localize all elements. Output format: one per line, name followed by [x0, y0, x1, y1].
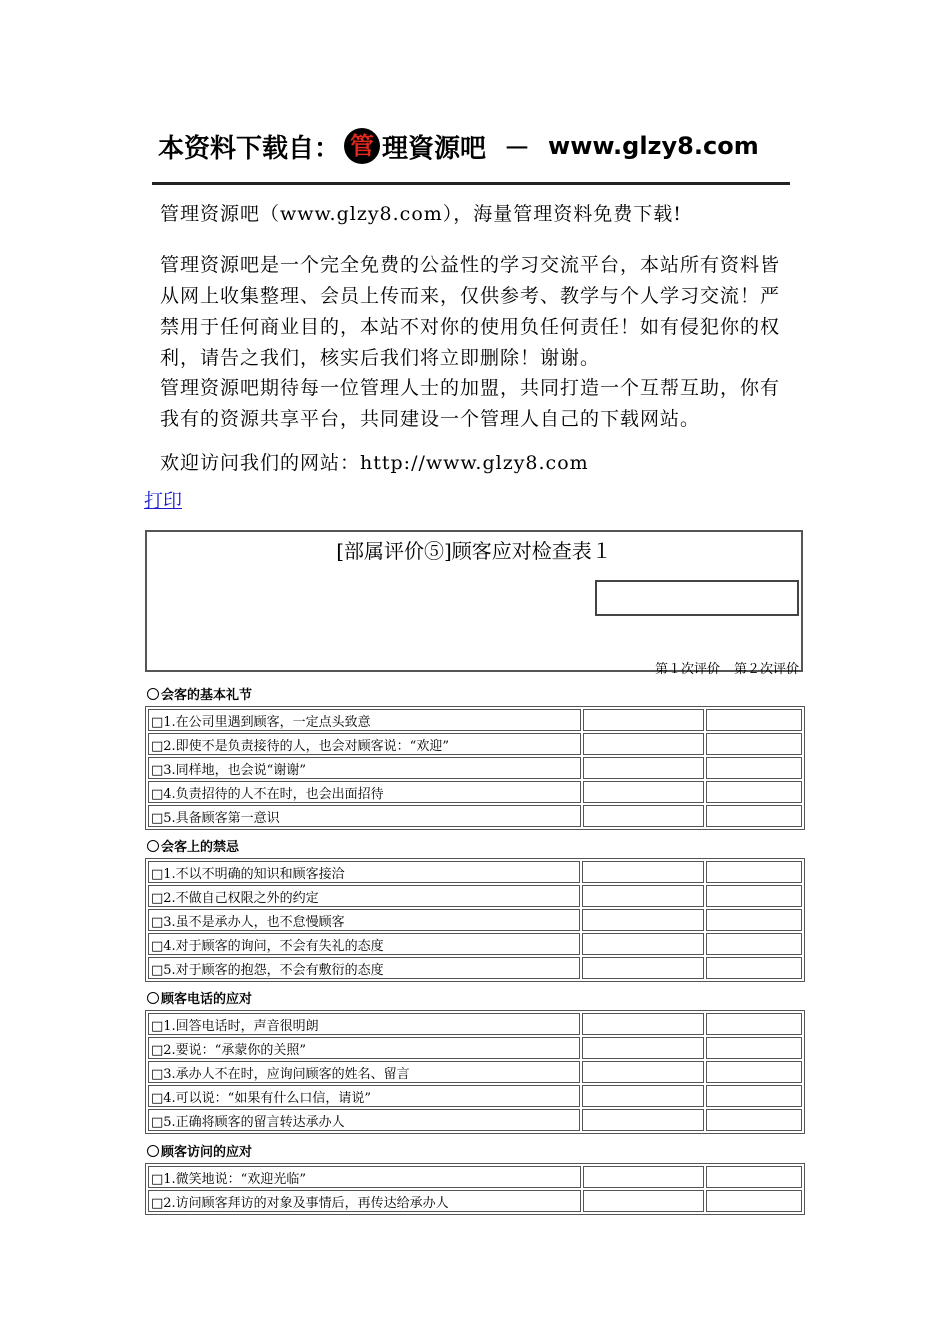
section-title-text: 顾客电话的应对 — [161, 992, 253, 1007]
table-row — [148, 1166, 802, 1188]
section-title-text: 会客的基本礼节 — [161, 688, 253, 703]
download-banner — [158, 126, 798, 166]
first-evaluation-cell[interactable] — [583, 1166, 704, 1188]
checklist-item: □2.即使不是负责接待的人，也会对顾客说：“欢迎” — [148, 733, 581, 755]
second-evaluation-cell[interactable] — [706, 1085, 802, 1107]
table-row — [148, 885, 802, 907]
banner-prefix: 本资料下载自： — [158, 133, 341, 164]
form-header — [145, 530, 803, 677]
first-evaluation-cell[interactable] — [582, 1109, 704, 1131]
name-field-box[interactable] — [595, 580, 799, 616]
second-evaluation-cell[interactable] — [706, 1013, 802, 1035]
checklist-item: □2.访问顾客拜访的对象及事情后，再传达给承办人 — [148, 1190, 581, 1212]
section-title — [147, 684, 252, 703]
table-row — [148, 861, 802, 883]
circle-bullet-icon — [147, 688, 159, 700]
first-evaluation-cell[interactable] — [582, 885, 704, 907]
checklist-item: □4.可以说：“如果有什么口信，请说” — [148, 1085, 580, 1107]
checklist-item: □5.具备顾客第一意识 — [148, 805, 581, 827]
checklist-item: □2.要说：“承蒙你的关照” — [148, 1037, 580, 1059]
second-evaluation-cell[interactable] — [706, 709, 802, 731]
circle-bullet-icon — [147, 840, 159, 852]
checklist-table — [145, 858, 805, 982]
checklist-item: □4.负责招待的人不在时，也会出面招待 — [148, 781, 581, 803]
circle-bullet-icon — [147, 1145, 159, 1157]
checklist-item: □5.正确将顾客的留言转达承办人 — [148, 1109, 580, 1131]
table-row — [148, 1190, 802, 1212]
form-title: [部属评价⑤]顾客应对检查表１ — [336, 539, 612, 563]
first-evaluation-cell[interactable] — [582, 1037, 704, 1059]
second-evaluation-cell[interactable] — [706, 805, 802, 827]
second-evaluation-cell[interactable] — [706, 933, 802, 955]
table-row — [148, 1109, 802, 1131]
checklist-table — [145, 1163, 805, 1215]
banner-dash: － — [504, 133, 531, 164]
table-row — [148, 1061, 802, 1083]
section-title — [147, 1141, 252, 1160]
checklist-item: □3.承办人不在时，应询问顾客的姓名、留言 — [148, 1061, 580, 1083]
intro-paragraph-2: 管理资源吧是一个完全免费的公益性的学习交流平台，本站所有资料皆从网上收集整理、会员上传而来，仅供参考、教学与个人学习交流！严禁用于任何商业目的，本站不对你的使用负任何责任！如有侵犯你的权利，请告之我们，核实后我们将立即删除！谢谢。 — [160, 254, 781, 369]
section-title — [147, 988, 252, 1007]
table-row — [148, 957, 802, 979]
second-evaluation-cell[interactable] — [706, 781, 802, 803]
table-row — [148, 1037, 802, 1059]
table-row — [148, 909, 802, 931]
first-evaluation-cell[interactable] — [582, 909, 704, 931]
first-evaluation-cell[interactable] — [582, 957, 704, 979]
table-row — [148, 805, 802, 827]
second-evaluation-cell[interactable] — [706, 1037, 802, 1059]
print-link[interactable]: 打印 — [144, 490, 183, 512]
brand-logo-icon: 管 — [344, 128, 380, 164]
second-evaluation-cell[interactable] — [706, 885, 802, 907]
first-evaluation-cell[interactable] — [583, 709, 704, 731]
section-title-text: 会客上的禁忌 — [161, 840, 240, 855]
section-title — [147, 836, 239, 855]
second-evaluation-cell[interactable] — [706, 909, 802, 931]
second-evaluation-cell[interactable] — [706, 957, 802, 979]
table-row — [148, 1013, 802, 1035]
second-evaluation-cell[interactable] — [706, 733, 802, 755]
intro-paragraph-1: 管理资源吧（www.glzy8.com），海量管理资料免费下载! — [160, 203, 682, 225]
table-row — [148, 933, 802, 955]
first-evaluation-cell[interactable] — [583, 757, 704, 779]
checklist-item: □5.对于顾客的抱怨，不会有敷衍的态度 — [148, 957, 580, 979]
checklist-item: □1.在公司里遇到顾客，一定点头致意 — [148, 709, 581, 731]
first-evaluation-cell[interactable] — [583, 781, 704, 803]
first-evaluation-cell[interactable] — [583, 733, 704, 755]
checklist-item: □1.回答电话时，声音很明朗 — [148, 1013, 580, 1035]
first-evaluation-cell[interactable] — [582, 1085, 704, 1107]
section-title-text: 顾客访问的应对 — [161, 1145, 253, 1160]
checklist-item: □3.同样地，也会说“谢谢” — [148, 757, 581, 779]
table-row — [148, 733, 802, 755]
evaluation-columns — [655, 658, 799, 677]
first-evaluation-cell[interactable] — [582, 1013, 704, 1035]
first-evaluation-cell[interactable] — [583, 1190, 704, 1212]
second-evaluation-cell[interactable] — [706, 1190, 802, 1212]
banner-brand: 理資源吧 — [382, 133, 487, 164]
col-first-evaluation: 第１次评价 — [654, 662, 720, 677]
table-row — [148, 781, 802, 803]
second-evaluation-cell[interactable] — [706, 1061, 802, 1083]
checklist-item: □1.不以不明确的知识和顾客接洽 — [148, 861, 580, 883]
checklist-table — [145, 1010, 805, 1134]
second-evaluation-cell[interactable] — [706, 757, 802, 779]
checklist-item: □1.微笑地说：“欢迎光临” — [148, 1166, 581, 1188]
first-evaluation-cell[interactable] — [582, 1061, 704, 1083]
table-row — [148, 709, 802, 731]
col-second-evaluation: 第２次评价 — [733, 662, 799, 677]
second-evaluation-cell[interactable] — [706, 1166, 802, 1188]
checklist-item: □3.虽不是承办人，也不怠慢顾客 — [148, 909, 580, 931]
circle-bullet-icon — [147, 992, 159, 1004]
banner-divider — [152, 182, 790, 185]
second-evaluation-cell[interactable] — [706, 861, 802, 883]
first-evaluation-cell[interactable] — [583, 805, 704, 827]
checklist-table — [145, 706, 805, 830]
table-row — [148, 757, 802, 779]
banner-url: www.glzy8.com — [548, 132, 759, 160]
checklist-item: □4.对于顾客的询问，不会有失礼的态度 — [148, 933, 580, 955]
table-row — [148, 1085, 802, 1107]
intro-paragraph-3: 管理资源吧期待每一位管理人士的加盟，共同打造一个互帮互助，你有我有的资源共享平台，共同建设一个管理人自己的下载网站。 — [160, 377, 781, 430]
second-evaluation-cell[interactable] — [706, 1109, 802, 1131]
intro-paragraph-4: 欢迎访问我们的网站：http://www.glzy8.com — [160, 452, 589, 474]
checklist-item: □2.不做自己权限之外的约定 — [148, 885, 580, 907]
first-evaluation-cell[interactable] — [582, 933, 704, 955]
first-evaluation-cell[interactable] — [582, 861, 704, 883]
